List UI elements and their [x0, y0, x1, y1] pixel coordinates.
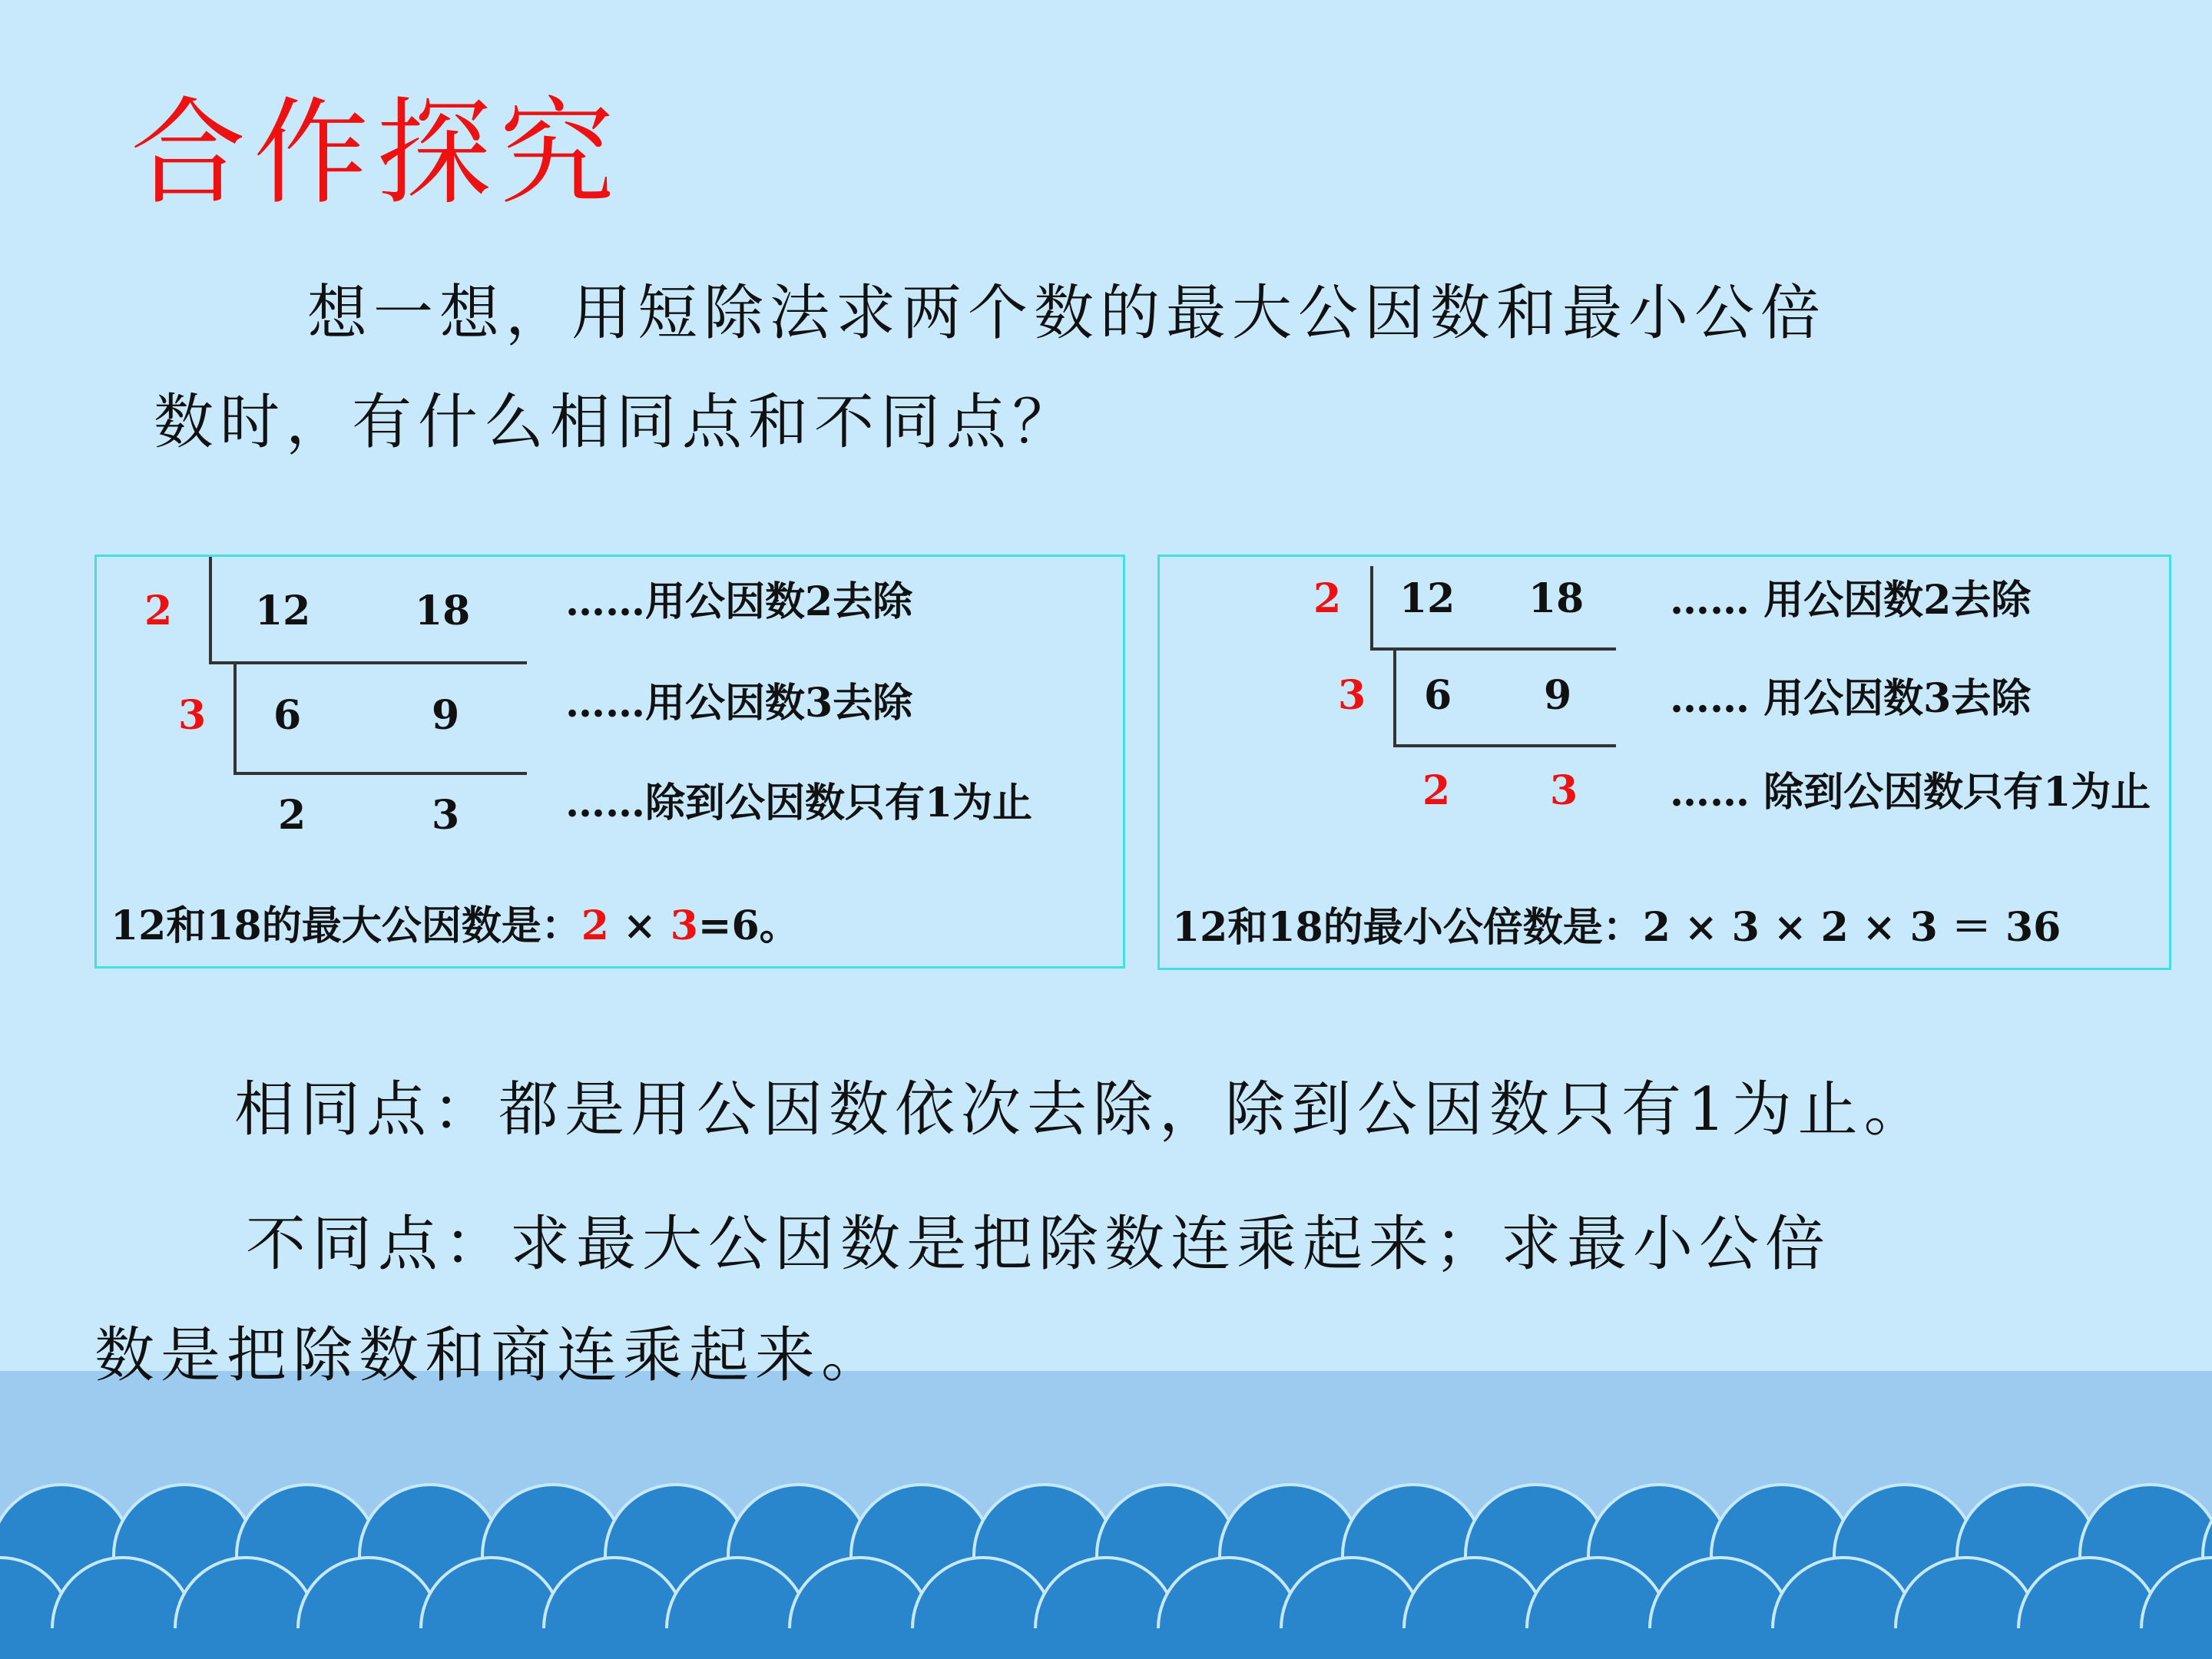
step-note-1: …… 用公因数2去除 [1670, 577, 2032, 624]
gcd-conclusion: 12和18的最大公因数是：2 × 3=6。 [111, 902, 800, 949]
step-note-2: ……用公因数3去除 [565, 680, 913, 727]
wave-decoration [0, 1482, 2212, 1659]
quotient-9: 9 [432, 692, 460, 739]
quotient-9: 9 [1544, 672, 1572, 719]
division-bracket-horizontal-2 [1393, 744, 1616, 747]
dividend-12: 12 [255, 588, 311, 634]
lcm-conclusion: 12和18的最小公倍数是：2 × 3 × 2 × 3 ＝ 36 [1172, 904, 2061, 951]
question-line-1: 想一想，用短除法求两个数的最大公因数和最小公倍 [307, 279, 1827, 348]
lcm-example-box [1157, 555, 2171, 970]
division-bracket-vertical-1 [209, 557, 212, 663]
divisor-3: 3 [178, 692, 207, 739]
division-bracket-horizontal-1 [209, 661, 527, 664]
dividend-18: 18 [415, 588, 471, 634]
step-note-3: ……除到公因数只有1为止 [565, 780, 1033, 826]
final-quotient-2: 2 [278, 792, 306, 839]
step-note-1: ……用公因数2去除 [565, 578, 913, 625]
final-quotient-3: 3 [1550, 767, 1578, 814]
divisor-3: 3 [1338, 672, 1366, 719]
step-note-2: …… 用公因数3去除 [1670, 675, 2032, 722]
difference-line-1: 不同点：求最大公因数是把除数连乘起来；求最小公倍 [246, 1210, 1832, 1279]
gcd-example-box [94, 555, 1125, 969]
dividend-12: 12 [1399, 575, 1455, 622]
division-bracket-vertical-1 [1370, 566, 1373, 649]
final-quotient-2: 2 [1422, 767, 1451, 814]
wave-base [0, 1628, 2212, 1659]
step-note-3: …… 除到公因数只有1为止 [1670, 769, 2151, 816]
difference-line-2: 数是把除数和商连乘起来。 [94, 1321, 888, 1390]
dividend-18: 18 [1528, 575, 1584, 622]
division-bracket-vertical-2 [1393, 649, 1396, 746]
divisor-2: 2 [144, 588, 173, 634]
divisor-2: 2 [1313, 575, 1342, 622]
division-bracket-horizontal-1 [1370, 647, 1616, 651]
division-bracket-vertical-2 [233, 663, 237, 773]
quotient-6: 6 [273, 692, 302, 739]
final-quotient-3: 3 [432, 792, 460, 839]
slide-title: 合作探究 [131, 87, 623, 220]
question-line-2: 数时，有什么相同点和不同点？ [154, 388, 1079, 457]
division-bracket-horizontal-2 [233, 772, 527, 775]
same-point: 相同点：都是用公因数依次去除，除到公因数只有1为止。 [234, 1075, 1930, 1144]
quotient-6: 6 [1424, 672, 1452, 719]
